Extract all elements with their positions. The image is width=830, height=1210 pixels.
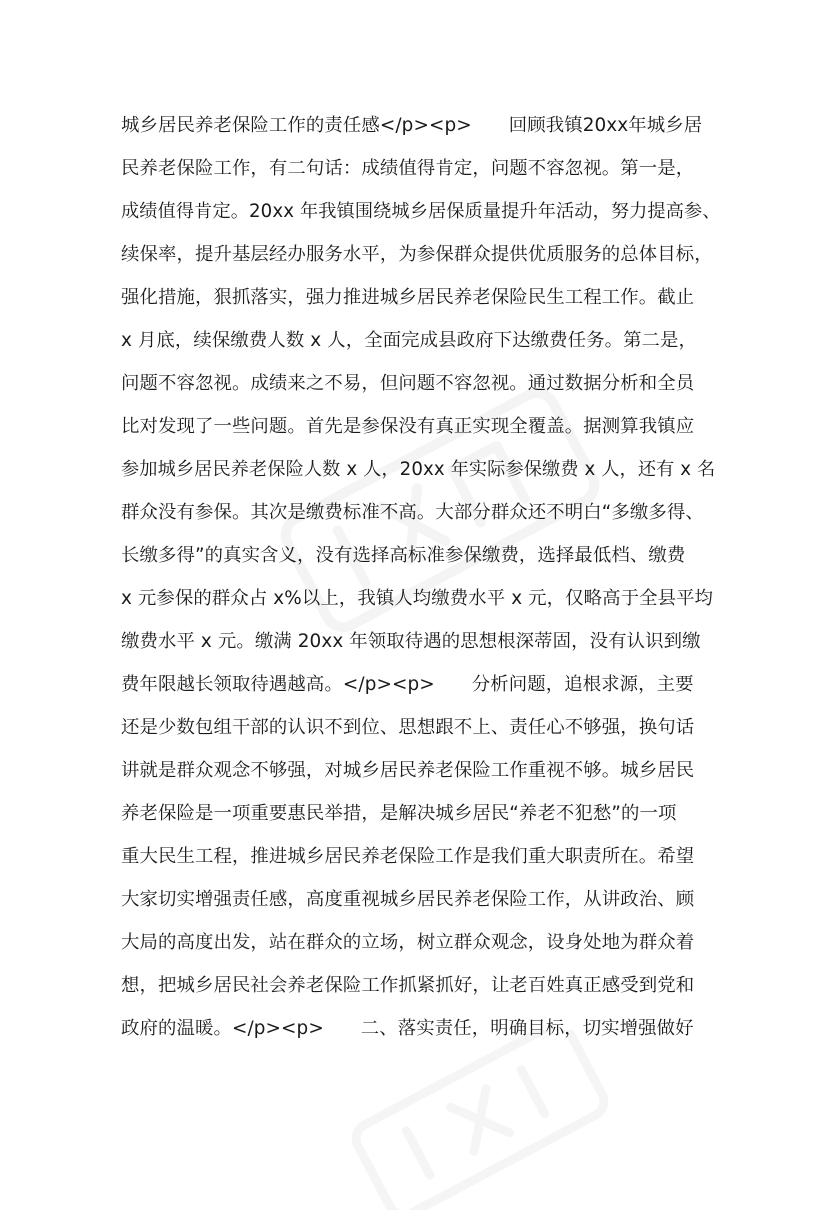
text-line: 还是少数包组干部的认识不到位、思想跟不上、责任心不够强，换句话 — [121, 717, 695, 738]
text-line: 政府的温暖。</p><p> 二、落实责任，明确目标，切实增强做好 — [121, 1018, 694, 1039]
text-line: 民养老保险工作，有二句话：成绩值得肯定，问题不容忽视。第一是， — [121, 158, 695, 179]
text-line: x 元参保的群众占 x%以上，我镇人均缴费水平 x 元，仅略高于全县平均 — [121, 588, 714, 609]
text-line: 费年限越长领取待遇越高。</p><p> 分析问题，追根求源，主要 — [121, 674, 694, 695]
text-line: 城乡居民养老保险工作的责任感</p><p> 回顾我镇20xx年城乡居 — [121, 115, 703, 136]
text-line: 想，把城乡居民社会养老保险工作抓紧抓好，让老百姓真正感受到党和 — [121, 975, 695, 996]
text-line: 成绩值得肯定。20xx 年我镇围绕城乡居保质量提升年活动，努力提高参、 — [121, 201, 721, 222]
text-line: 讲就是群众观念不够强，对城乡居民养老保险工作重视不够。城乡居民 — [121, 760, 695, 781]
text-line: 长缴多得”的真实含义，没有选择高标准参保缴费，选择最低档、缴费 — [121, 545, 686, 566]
text-line: 大局的高度出发，站在群众的立场，树立群众观念，设身处地为群众着 — [121, 932, 695, 953]
text-line: 续保率，提升基层经办服务水平，为参保群众提供优质服务的总体目标， — [121, 244, 713, 265]
text-line: 参加城乡居民养老保险人数 x 人，20xx 年实际参保缴费 x 人，还有 x 名 — [121, 459, 716, 480]
text-line: 大家切实增强责任感，高度重视城乡居民养老保险工作，从讲政治、顾 — [121, 889, 695, 910]
text-line: 群众没有参保。其次是缴费标准不高。大部分群众还不明白“多缴多得、 — [121, 502, 704, 523]
text-line: x 月底，续保缴费人数 x 人，全面完成县政府下达缴费任务。第二是， — [121, 330, 698, 351]
text-line: 缴费水平 x 元。缴满 20xx 年领取待遇的思想根深蒂固，没有认识到缴 — [121, 631, 701, 652]
text-line: 问题不容忽视。成绩来之不易，但问题不容忽视。通过数据分析和全员 — [121, 373, 695, 394]
text-line: 强化措施，狠抓落实，强力推进城乡居民养老保险民生工程工作。截止 — [121, 287, 695, 308]
text-line: 养老保险是一项重要惠民举措，是解决城乡居民“养老不犯愁”的一项 — [121, 803, 677, 824]
text-line: 比对发现了一些问题。首先是参保没有真正实现全覆盖。据测算我镇应 — [121, 416, 695, 437]
text-line: 重大民生工程，推进城乡居民养老保险工作是我们重大职责所在。希望 — [121, 846, 695, 867]
